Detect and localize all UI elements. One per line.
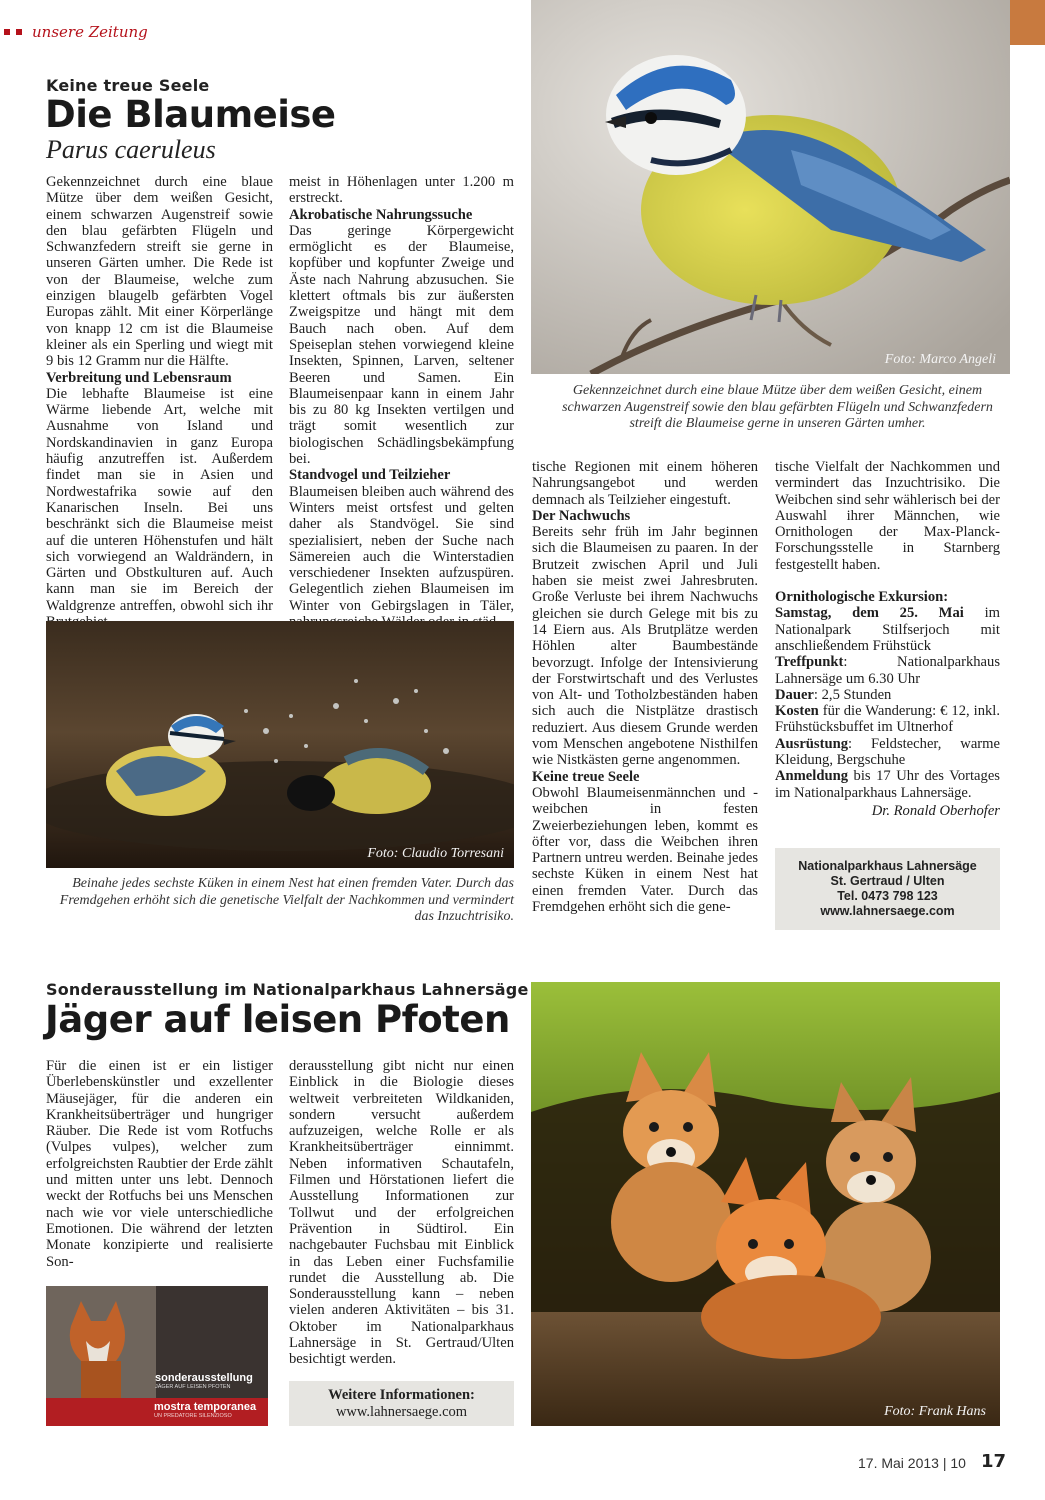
brand-logo <box>4 22 148 42</box>
author: Dr. Ronald Oberhofer <box>871 802 1000 819</box>
excursion-signup <box>775 768 1000 801</box>
poster-subtitle-it: UN PREDATORE SILENZIOSO <box>154 1413 232 1419</box>
fox-cubs-photo <box>531 982 1000 1426</box>
value: : Nationalparkhaus Lahnersäge um 6.30 Uhr <box>775 654 1000 687</box>
excursion-cost <box>775 703 1000 736</box>
contact-box <box>775 848 1000 930</box>
page-number: 17 <box>981 1451 1007 1472</box>
label: Samstag, dem 25. Mai <box>775 605 964 622</box>
article2-column-2: derausstellung gibt nicht nur einen Einblick in die Biologie dieses weltweit verbreiteten Wildkaniden, sondern versucht außerdem aufzuzeigen, welche Rolle er als Krankheitsüberträger einnimmt. Neben informativen Schautafeln, Filmen und Hörstationen liefert die Ausstellung Informationen zur Tollwut und der erfolgreichen Prävention in Südtirol. Ein nachgebauter Fuchsbau mit Einblick in das Leben einer Fuchsfamilie rundet die Ausstellung ab. Die Sonderausstellung kann – neben vielen anderen Aktivitäten – bis 31. Oktober im Nationalparkhaus Lahnersäge in St. Gertraud/Ulten besichtigt werden. <box>289 1058 514 1368</box>
brand-square-icon <box>16 29 22 35</box>
blue-tit-caption: Gekennzeichnet durch eine blaue Mütze über dem weißen Gesicht, einem schwarzen Augenstreif sowie den blau gefärbten Flügeln und Schwanzfedern streift die Blaumeise gerne in unseren Gärten umher. <box>562 383 993 431</box>
value: : 2,5 Stunden <box>813 686 892 703</box>
blue-tit-photo <box>531 0 1010 374</box>
subheading: Akrobatische Nahrungssuche <box>289 206 473 223</box>
brand-name: unsere Zeitung <box>32 23 148 41</box>
info-title: Weitere Informationen: <box>328 1386 475 1403</box>
excursion-gear <box>775 736 1000 769</box>
photo-credit: Foto: Claudio Torresani <box>367 846 504 861</box>
article1-column-4 <box>775 459 1000 819</box>
article2-kicker: Sonderausstellung im Nationalparkhaus Lahnersäge <box>46 980 529 999</box>
bathing-birds-photo <box>46 621 514 868</box>
info-box <box>289 1381 514 1426</box>
paragraph: Gekennzeichnet durch eine blaue Mütze über dem weißen Gesicht, einem schwarzen Augenstreif sowie den blau gefärbten Flügeln und Schwanzfedern streift sie gerne in unseren Gärten umher. Die Rede ist von der Blaumeise, welche zum einzigen blaugelb gefärbten Vogel Europas zählt. Mit einer Körperlänge von knapp 12 cm ist die Blaumeise kleiner als ein Sperling und wiegt mit 9 bis 12 Gramm nur die Hälfte. <box>46 174 273 370</box>
contact-location: St. Gertraud / Ulten <box>830 874 945 888</box>
contact-phone: Tel. 0473 798 123 <box>837 889 938 903</box>
subheading: Verbreitung und Lebensraum <box>46 369 232 386</box>
paragraph: Bereits sehr früh im Jahr beginnen sich die Blaumeisen zu paaren. In der Brutzeit zwischen April und Juli haben sie meist zwei Jahresbruten. Große Verluste bei ihrem Nachwuchs gleichen sie durch Gelege mit bis zu 14 Eiern aus. Als Brutplätze werden Höhlen alter Baumbestände bevorzugt. Infolge der Intensivierung der Forstwirtschaft und des Verlustes von Alt- und Totholzbeständen haben sich auch die Nistplätze drastisch reduziert. Aus diesem Grunde werden vom Menschen angebotene Nisthilfen wie Nistkästen gerne angenommen. <box>532 524 758 769</box>
paragraph: Obwohl Blaumeisenmännchen und -weibchen in festen Zweierbeziehungen leben, kommt es öfter vor, dass die Weibchen ihren Partnern untreu werden. Beinahe jedes sechste Küken in einem Nest hat einen fremden Vater. Durch das Fremdgehen erhöht sich die gene- <box>532 784 758 916</box>
poster-title-it: mostra temporanea <box>154 1401 257 1413</box>
info-url[interactable]: www.lahnersaege.com <box>335 1403 468 1420</box>
poster-banner-bottom <box>46 1398 268 1426</box>
article2-column-1: Für die einen ist er ein listiger Überlebenskünstler und exzellenter Mäusejäger, für die anderen ein Krankheitsüberträger und hungriger Räuber. Die Rede ist vom Rotfuchs (Vulpes vulpes), welcher zum erfolgreichsten Raubtier der Erde zählt und mitten unter uns lebt. Dennoch weckt der Rotfuchs bei uns Menschen nach wie vor viele unterschiedliche Emotionen. Die während der letzten Monate konzipierte und realisierte Son- <box>46 1058 273 1270</box>
paragraph: Blaumeisen bleiben auch während des Winters meist ortsfest und gelten daher als Standvögel. Sie sind spezialisiert, neben der Suche nach Sämereien auch die Winterstadien verschiedener Insekten aufzuspüren. Gelegentlich ziehen Blaumeisen im Winter von Gebirgslagen in Täler, <box>289 483 514 614</box>
value: für die Wanderung: € 12, inkl. Frühstücksbuffet im Ultnerhof <box>775 703 1000 736</box>
subheading: Keine treue Seele <box>532 768 640 785</box>
subheading: Der Nachwuchs <box>532 507 631 524</box>
contact-name: Nationalparkhaus Lahnersäge <box>798 859 977 873</box>
contact-website[interactable]: www.lahnersaege.com <box>820 904 955 918</box>
blue-tit-illustration <box>531 0 1010 374</box>
article1-column-1 <box>46 174 273 630</box>
subheading: Standvogel und Teilzieher <box>289 467 451 484</box>
footer-date: 17. Mai 2013 | 10 <box>858 1455 966 1471</box>
label: Kosten <box>775 703 819 720</box>
paragraph: meist in Höhenlagen unter 1.200 m erstreckt. <box>289 174 514 207</box>
value: im Nationalpark Stilfserjoch mit anschließendem Frühstück <box>775 605 1000 654</box>
bathing-birds-illustration <box>46 621 514 868</box>
article1-latin-name: Parus caeruleus <box>46 135 216 164</box>
paragraph: tische Vielfalt der Nachkommen und vermindert das Inzuchtrisiko. Die Weibchen sind sehr wählerisch bei der Auswahl ihrer Männchen, wie Ornithologen der Max-Planck-Forschungsstelle in Starnberg festgestellt haben. <box>775 459 1000 573</box>
exhibition-poster <box>46 1286 268 1426</box>
value: : Feldstecher, warme Kleidung, Bergschuhe <box>775 735 1000 769</box>
poster-banner-top <box>151 1372 268 1398</box>
article2-title: Jäger auf leisen Pfoten <box>45 998 510 1041</box>
paragraph: Das geringe Körpergewicht ermöglicht es der Blaumeise, kopfüber und kopfunter Zweige und Äste nach Nahrung abzusuchen. Sie klettert oftmals bis zur äußersten Zweigspitze und hängt mit dem Bauch nach oben. Auf dem Speiseplan stehen vorwiegend kleine Insekten, Spinnen, Larven, seltener Beeren und Samen. Ein Blaumeisenpaar kann in einem Jahr bis zu 80 kg Insekten vertilgen und trägt somit wesentlich zur biologischen Schädlingsbekämpfung bei. <box>289 222 514 468</box>
article1-title: Die Blaumeise <box>45 93 336 136</box>
label: Treffpunkt <box>775 654 844 671</box>
bathing-birds-caption: Beinahe jedes sechste Küken in einem Nest hat einen fremden Vater. Durch das Fremdgehen erhöht sich die genetische Vielfalt der Nachkommen und vermindert das Inzuchtrisiko. <box>59 876 514 924</box>
label: Ausrüstung <box>775 735 848 752</box>
article1-column-2 <box>289 174 514 630</box>
excursion-date <box>775 605 1000 654</box>
excursion-meeting-point <box>775 654 1000 687</box>
excursion-title: Ornithologische Exkursion: <box>775 589 949 606</box>
excursion-duration <box>775 687 1000 703</box>
value: bis 17 Uhr des Vortages im Nationalparkhaus Lahnersäge. <box>775 768 1000 801</box>
label: Anmeldung <box>775 768 848 785</box>
photo-credit: Foto: Marco Angeli <box>884 352 996 367</box>
article1-kicker: Keine treue Seele <box>46 76 210 95</box>
paragraph: Die lebhafte Blaumeise ist eine Wärme liebende Art, welche mit Ausnahme von Island und Nordskandinavien in ganz Europa häufig anzutreffen ist. Außerdem findet man sie in Asien und Nordwestafrika sowie auf den Kanarischen Inseln. Bei uns beschränkt sich die Blaumeise meist auf die unteren Höhenstufen und hält sich vorwiegend an Waldrändern, in Gärten und Obstkulturen auf. Auch kann man sie im Bereich der Waldgrenze antreffen, obwohl sich ihr <box>46 385 273 614</box>
article1-column-3 <box>532 459 758 915</box>
poster-title-de: sonderausstellung <box>155 1372 253 1384</box>
brand-square-icon <box>4 29 10 35</box>
label: Dauer <box>775 686 814 703</box>
photo-credit: Foto: Frank Hans <box>884 1404 986 1419</box>
poster-subtitle-de: JÄGER AUF LEISEN PFOTEN <box>155 1384 231 1390</box>
fox-cubs-illustration <box>531 982 1000 1426</box>
paragraph: tische Regionen mit einem höheren Nahrungsangebot und werden demnach als Teilzieher eingestuft. <box>532 459 758 508</box>
